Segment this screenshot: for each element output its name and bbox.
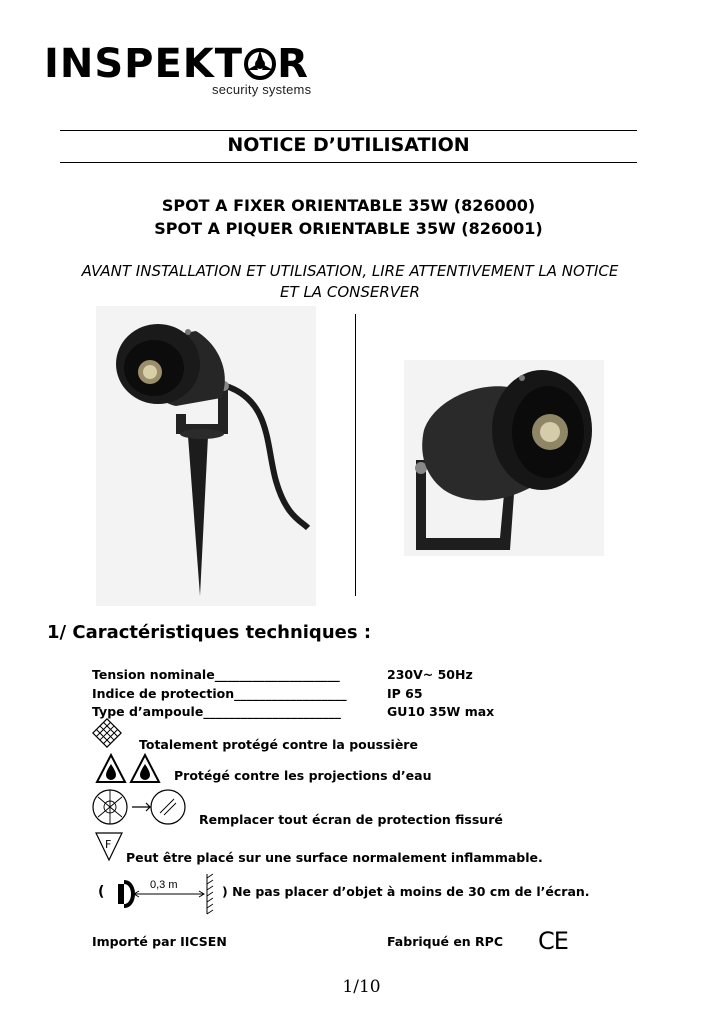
flammable-letter: F <box>105 838 112 851</box>
cracked-screen-icon <box>90 787 188 827</box>
logo-text-right: R <box>277 41 309 87</box>
section-title: 1/ Caractéristiques techniques : <box>47 622 372 643</box>
spec-label-protection: Indice de protection__________________ <box>92 686 347 701</box>
spec-value-voltage: 230V~ 50Hz <box>387 667 473 682</box>
warning-line-1: AVANT INSTALLATION ET UTILISATION, LIRE ATTENTIVEMENT LA NOTICE <box>81 262 619 280</box>
dust-grid-icon <box>92 718 122 748</box>
spec-value-bulb: GU10 35W max <box>387 704 495 719</box>
warning-line-2: ET LA CONSERVER <box>280 283 420 301</box>
logo-wordmark <box>44 41 309 87</box>
crosshair-logo-icon <box>244 47 276 79</box>
product-photo-spike-spot <box>96 306 316 606</box>
feature-screen: Remplacer tout écran de protection fissuré <box>199 812 503 827</box>
logo-text-left: INSPEKT <box>44 41 244 87</box>
feature-water: Protégé contre les projections d’eau <box>174 768 432 783</box>
product-photo-wall-spot <box>404 360 604 556</box>
logo-tagline: security systems <box>212 82 312 97</box>
made-in: Fabriqué en RPC <box>387 934 504 949</box>
title-rule-top <box>60 130 637 131</box>
feature-flammable: Peut être placé sur une surface normalement inflammable. <box>126 850 543 865</box>
page-number: 1/10 <box>342 977 381 997</box>
distance-open-paren: ( <box>98 884 105 900</box>
photo-divider <box>355 314 356 596</box>
warning-notice <box>50 261 650 303</box>
title-rule-bottom <box>60 162 637 163</box>
water-drop-triangle-icon <box>95 752 163 784</box>
ce-mark-icon: CE <box>538 927 568 955</box>
distance-label: 0,3 m <box>150 879 178 891</box>
feature-dust: Totalement protégé contre la poussière <box>139 737 418 752</box>
feature-distance: ) Ne pas placer d’objet à moins de 30 cm de l’écran. <box>222 884 590 899</box>
spec-label-bulb: Type d’ampoule______________________ <box>92 704 341 719</box>
brand-logo <box>44 40 334 102</box>
document-title: NOTICE D’UTILISATION <box>227 134 470 156</box>
spec-label-voltage: Tension nominale____________________ <box>92 667 340 682</box>
product-subtitle-1: SPOT A FIXER ORIENTABLE 35W (826000) <box>161 196 536 215</box>
spec-value-protection: IP 65 <box>387 686 423 701</box>
product-subtitle-2: SPOT A PIQUER ORIENTABLE 35W (826001) <box>154 219 543 238</box>
imported-by: Importé par IICSEN <box>92 934 227 949</box>
flammable-surface-icon <box>94 830 124 862</box>
